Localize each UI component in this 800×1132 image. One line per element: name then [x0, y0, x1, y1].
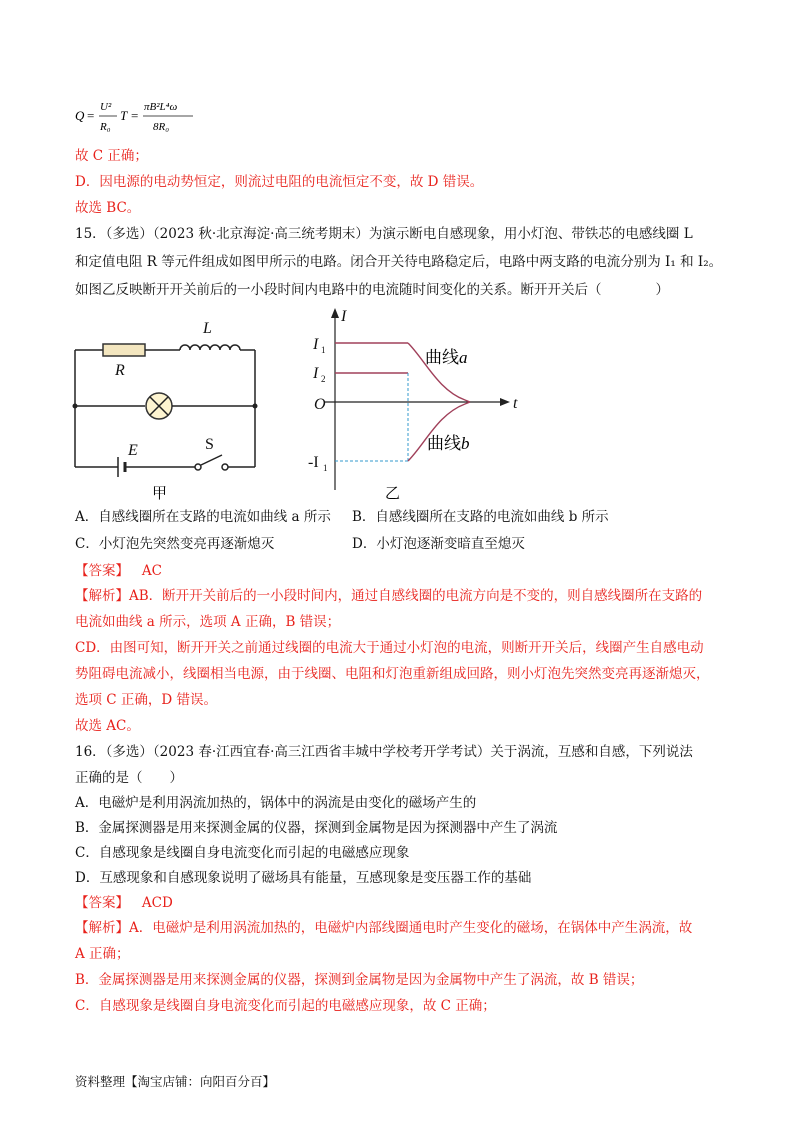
option-c: C．小灯泡先突然变亮再逐渐熄灭	[75, 536, 275, 552]
label-r: R	[115, 362, 125, 379]
formula-den: 8R₀	[153, 121, 170, 133]
formula-eq2: =	[131, 108, 139, 123]
formula-u2: U²	[100, 101, 112, 113]
tick-i1-sub: 1	[321, 345, 326, 355]
q15-line1: 15．（多选）（2023 秋·北京海淀·高三统考期末）为演示断电自感现象，用小灯泡、带铁芯的电感线圈 L	[75, 226, 693, 242]
energy-formula	[75, 92, 205, 140]
circuit-diagram	[75, 344, 255, 477]
explanation-16-line4: C．自感现象是线圈自身电流变化而引起的电磁感应现象，故 C 正确；	[75, 998, 496, 1014]
option-b: B．自感线圈所在支路的电流如曲线 b 所示	[352, 509, 609, 525]
q15-line3: 如图乙反映断开开关前后的一小段时间内电路中的电流随时间变化的关系。断开开关后（ ）	[75, 282, 669, 298]
label-l: L	[203, 320, 212, 337]
explanation-16-line1: 【解析】A．电磁炉是利用涡流加热的，电磁炉内部线圈通电时产生变化的磁场，在锅体中产生涡流，故	[75, 920, 693, 936]
formula-r0: R₀	[100, 121, 111, 133]
q16-option-b: B．金属探测器是用来探测金属的仪器，探测到金属物是因为探测器中产生了涡流	[75, 820, 558, 836]
switch-s	[201, 455, 222, 465]
line-c-correct: 故 C 正确；	[75, 148, 148, 164]
line-d-wrong: D．因电源的电动势恒定，则流过电阻的电流恒定不变，故 D 错误。	[75, 174, 484, 190]
q16-option-d: D．互感现象和自感现象说明了磁场具有能量，互感现象是变压器工作的基础	[75, 870, 532, 886]
q16-line2: 正确的是（ ）	[75, 770, 183, 786]
answer-16: 【答案】 ACD	[75, 895, 173, 911]
resistor-r	[103, 344, 145, 356]
figure-circuit-and-graph	[70, 305, 530, 500]
formula-t: T	[120, 108, 128, 123]
q15-line2: 和定值电阻 R 等元件组成如图甲所示的电路。闭合开关待电路稳定后，电路中两支路的电流分别为 I₁ 和 I₂。	[75, 254, 723, 270]
tick-neg-i1-sub: 1	[323, 463, 328, 473]
page-footer: 资料整理【淘宝店铺：向阳百分百】	[75, 1074, 276, 1089]
explanation-15-line2: 电流如曲线 a 所示，选项 A 正确，B 错误；	[75, 614, 341, 630]
explanation-16-line3: B．金属探测器是用来探测金属的仪器，探测到金属物是因为金属物中产生了涡流，故 B 错误；	[75, 972, 644, 988]
tick-i2: I	[313, 365, 319, 382]
option-d: D．小灯泡逐渐变暗直至熄灭	[352, 536, 525, 552]
answer-15: 【答案】 AC	[75, 563, 162, 579]
q16-option-a: A．电磁炉是利用涡流加热的，锅体中的涡流是由变化的磁场产生的	[75, 795, 477, 811]
tick-neg-i1: -I	[308, 454, 319, 471]
curve-a-label: 曲线a	[425, 348, 468, 367]
curve-b-label: 曲线b	[427, 434, 470, 453]
axis-i-label: I	[341, 308, 347, 325]
explanation-15-line4: 势阻碍电流减小，线圈相当电源，由于线圈、电阻和灯泡重新组成回路，则小灯泡先突然变亮再逐渐熄灭，	[75, 666, 710, 682]
explanation-15-line1: 【解析】AB．断开开关前后的一小段时间内，通过自感线圈的电流方向是不变的，则自感线圈所在支路的	[75, 588, 703, 604]
current-time-graph	[325, 308, 510, 490]
explanation-15-line5: 选项 C 正确，D 错误。	[75, 692, 218, 708]
tick-i1: I	[313, 336, 319, 353]
q16-line1: 16．（多选）（2023 春·江西宜春·高三江西省丰城中学校考开学考试）关于涡流，互感和自感，下列说法	[75, 744, 693, 760]
option-a: A．自感线圈所在支路的电流如曲线 a 所示	[75, 509, 331, 525]
label-jia: 甲	[152, 486, 168, 500]
line-select-bc: 故选 BC。	[75, 200, 141, 216]
tick-i2-sub: 2	[321, 374, 326, 384]
formula-eq: =	[87, 108, 95, 123]
explanation-16-line2: A 正确；	[75, 946, 130, 962]
label-yi: 乙	[385, 486, 401, 500]
formula-num: πB²L⁴ω	[144, 101, 178, 113]
axis-t-label: t	[513, 395, 518, 412]
inductor-coil	[180, 345, 240, 350]
label-s: S	[205, 436, 214, 453]
origin-label: O	[314, 396, 326, 413]
select-15: 故选 AC。	[75, 718, 140, 734]
label-e: E	[128, 442, 138, 459]
q16-option-c: C．自感现象是线圈自身电流变化而引起的电磁感应现象	[75, 845, 410, 861]
formula-q: Q	[75, 108, 85, 123]
explanation-15-line3: CD．由图可知，断开开关之前通过线圈的电流大于通过小灯泡的电流，则断开开关后，线圈产生自感电动	[75, 640, 704, 656]
